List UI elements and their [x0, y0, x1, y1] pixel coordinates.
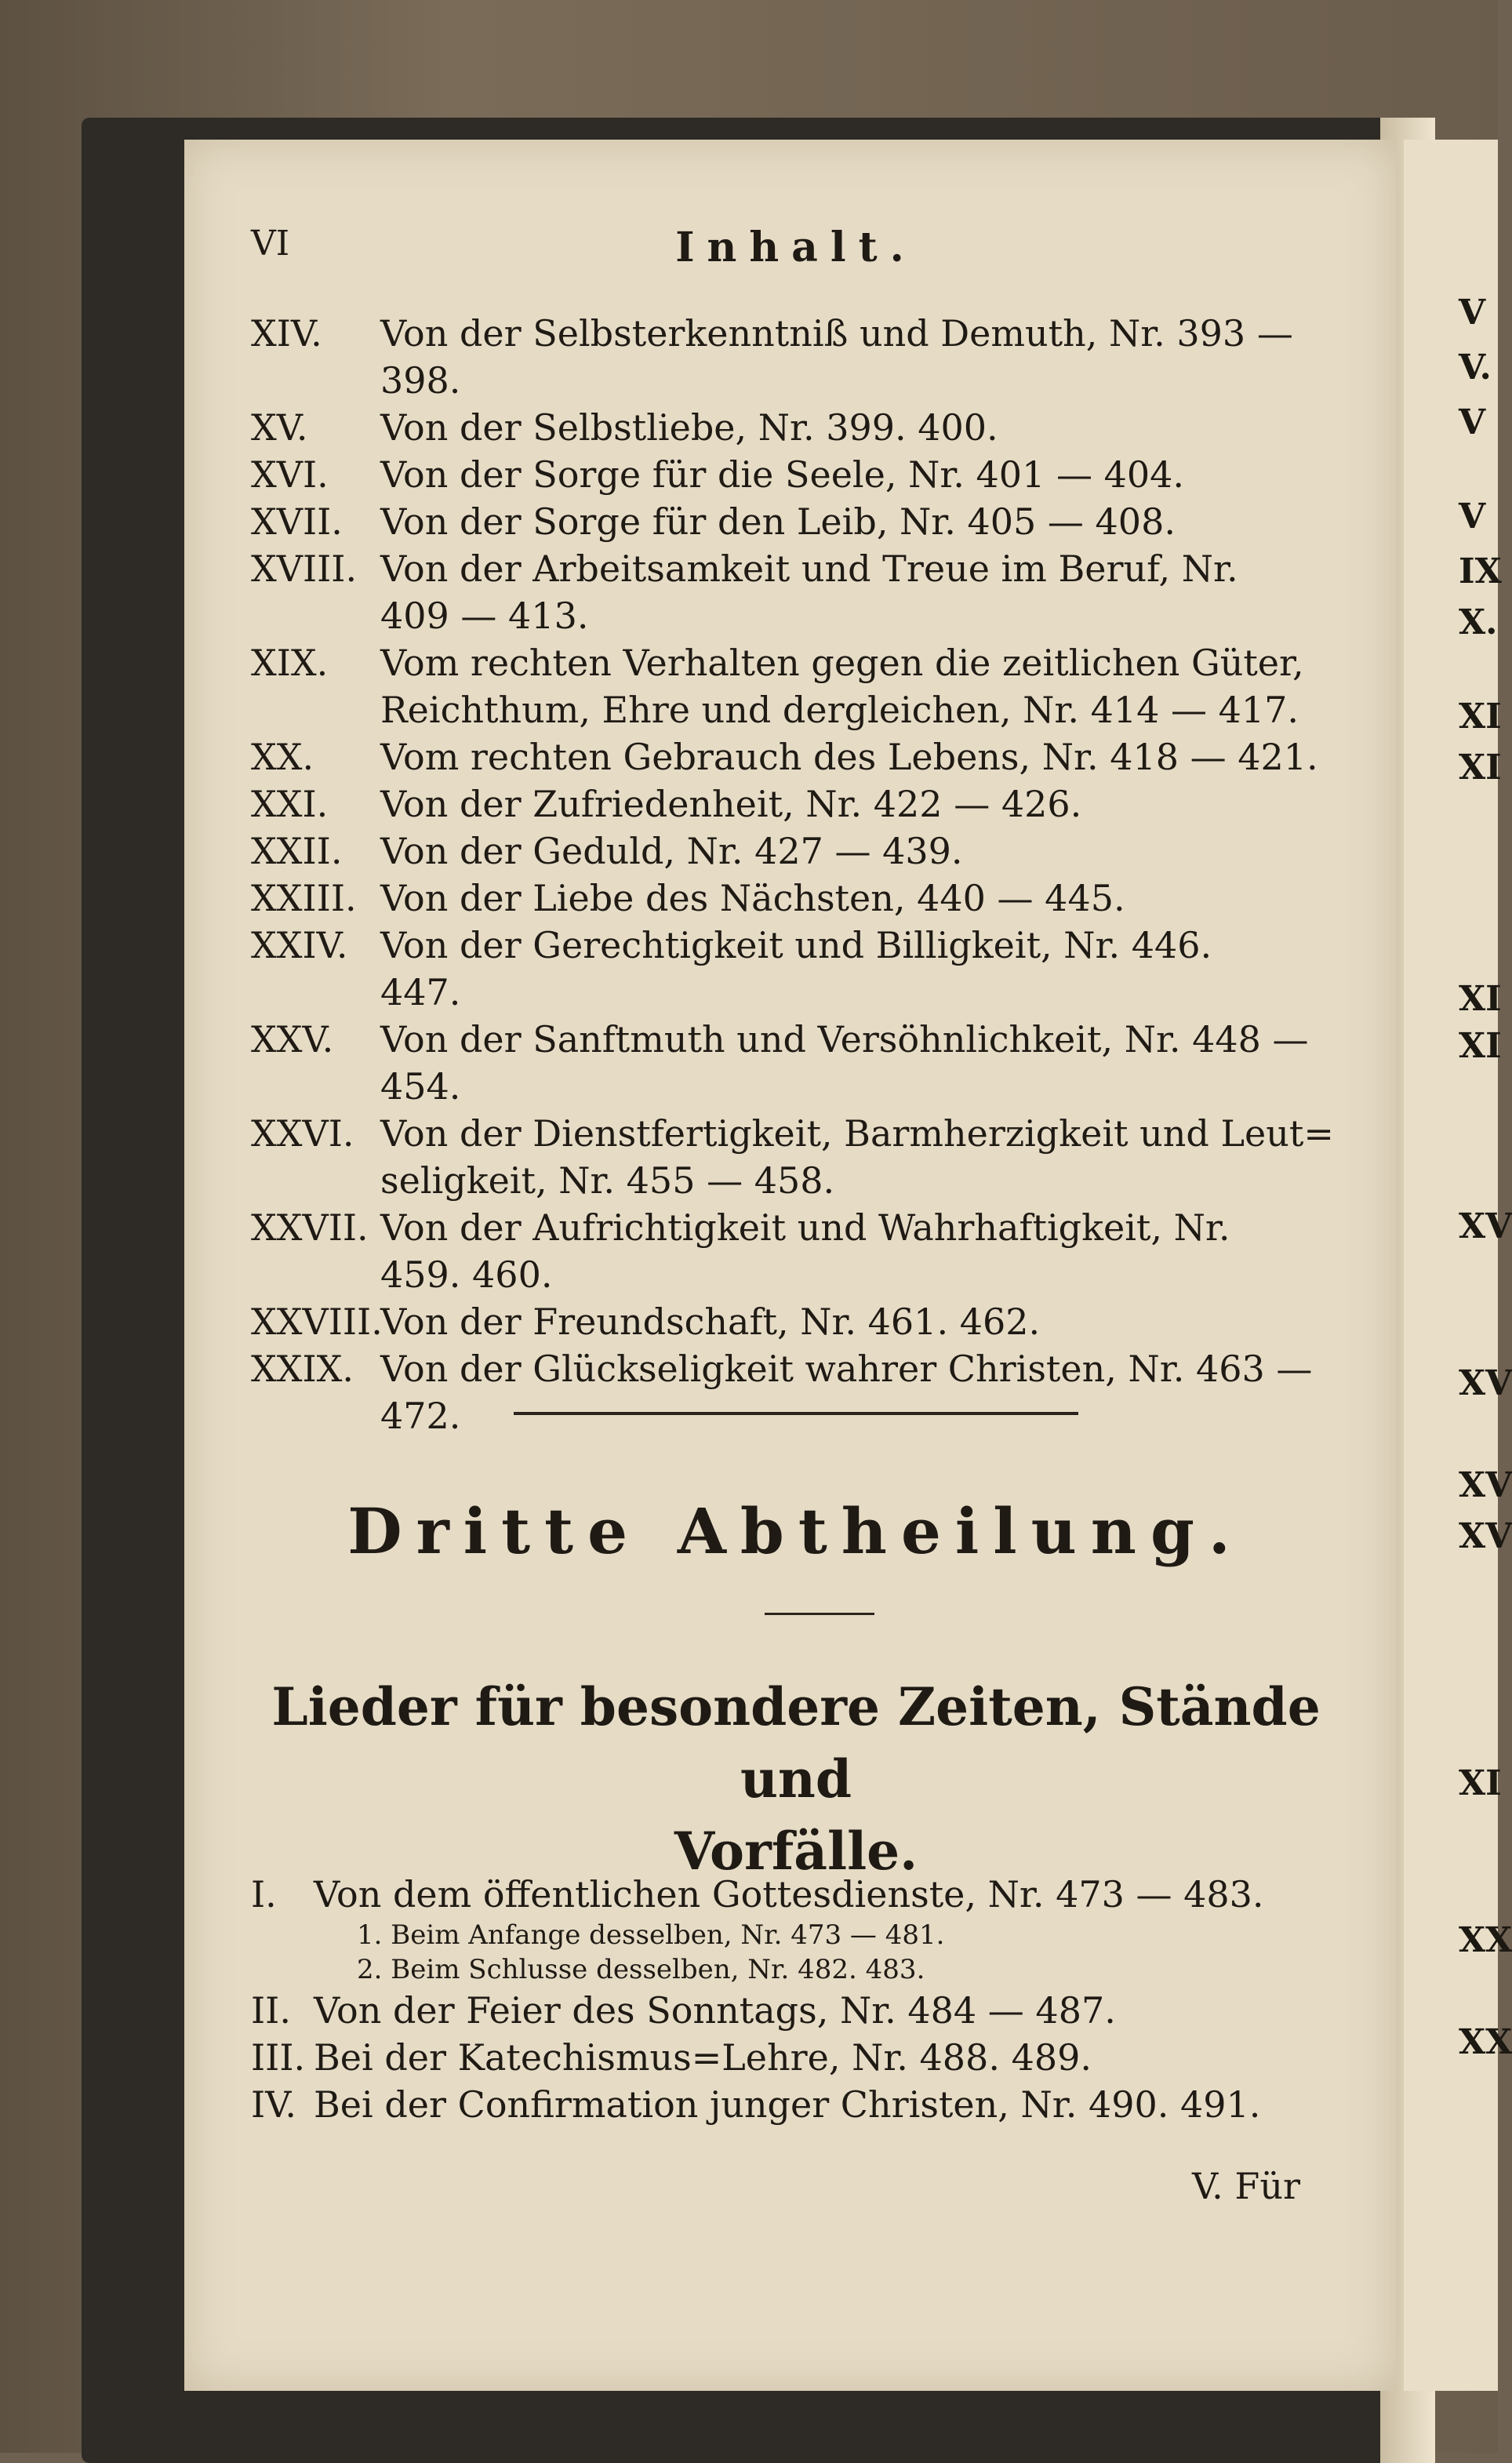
catchword: V. Für	[1192, 2165, 1300, 2207]
facing-fragment: V.	[1459, 347, 1492, 387]
toc-entry	[251, 1345, 1349, 1392]
section-subtitle	[251, 1671, 1341, 1887]
facing-fragment: XV	[1459, 1465, 1512, 1505]
toc-entry-number: XVII.	[251, 500, 343, 543]
toc-entry-text: Bei der Katechismus=Lehre, Nr. 488. 489.	[314, 2036, 1092, 2079]
toc-entry-number: XXVII.	[251, 1206, 369, 1249]
toc-entry-number: XXI.	[251, 783, 329, 825]
toc-entry-text: 398.	[380, 359, 461, 402]
toc-entry-text: Von der Geduld, Nr. 427 — 439.	[380, 830, 963, 872]
facing-fragment: V	[1459, 293, 1486, 333]
facing-fragment: XI	[1459, 979, 1502, 1019]
toc-entry	[251, 1987, 1349, 2034]
toc-entry-number: II.	[251, 1989, 291, 2032]
toc-entry-number: XXIII.	[251, 877, 357, 919]
toc-entry-text: Bei der Confirmation junger Christen, Nr. 490. 491.	[314, 2083, 1261, 2126]
toc-entry-number: XXIV.	[251, 924, 348, 966]
toc-entry-number: I.	[251, 1873, 277, 1915]
toc-entry-text: Von der Liebe des Nächsten, 440 — 445.	[380, 877, 1125, 919]
toc-entry	[251, 1871, 1349, 1918]
toc-subentry: 1. Beim Anfange desselben, Nr. 473 — 481.	[357, 1919, 945, 1951]
section-subtitle-line: Lieder für besondere Zeiten, Stände und	[271, 1676, 1321, 1810]
toc-entry-number: XXII.	[251, 830, 343, 872]
table-of-contents-part	[251, 310, 1349, 1439]
toc-entry-text: Von der Dienstfertigkeit, Barmherzigkeit und Leut=	[380, 1112, 1334, 1155]
toc-entry-number: XVIII.	[251, 548, 358, 590]
toc-entry-continuation	[251, 1157, 1349, 1204]
toc-entry-text: Von der Sorge für den Leib, Nr. 405 — 408.	[380, 500, 1176, 543]
toc-entry	[251, 1016, 1349, 1063]
facing-fragment: XV	[1459, 1516, 1512, 1556]
toc-entry-continuation	[251, 357, 1349, 404]
toc-entry	[251, 451, 1349, 498]
toc-entry-number: XXVIII.	[251, 1301, 383, 1343]
facing-fragment: XI	[1459, 697, 1502, 737]
toc-entry	[251, 1298, 1349, 1345]
facing-fragment: IX	[1459, 551, 1502, 591]
facing-fragment: XI	[1459, 748, 1502, 788]
toc-entry-number: III.	[251, 2036, 306, 2079]
toc-entry	[251, 2034, 1349, 2081]
running-title: Inhalt.	[675, 224, 917, 271]
toc-entry	[251, 780, 1349, 828]
toc-entry-text: 447.	[380, 971, 461, 1013]
toc-entry-text: Von der Glückseligkeit wahrer Christen, Nr. 463 —	[380, 1348, 1313, 1390]
toc-entry	[251, 922, 1349, 969]
section-title: Dritte Abtheilung.	[347, 1494, 1245, 1568]
facing-fragment: XV	[1459, 1206, 1512, 1246]
toc-entry	[251, 1204, 1349, 1251]
toc-entry-text: Von der Zufriedenheit, Nr. 422 — 426.	[380, 783, 1082, 825]
toc-entry-number: XVI.	[251, 453, 329, 496]
toc-entry-text: 454.	[380, 1065, 461, 1108]
toc-entry-text: Von der Sanftmuth und Versöhnlichkeit, Nr. 448 —	[380, 1018, 1309, 1061]
facing-fragment: XX	[1459, 2022, 1512, 2062]
toc-entry	[251, 498, 1349, 545]
toc-entry-number: XIX.	[251, 642, 329, 684]
toc-entry-text: 472.	[380, 1395, 461, 1437]
toc-entry-text: Vom rechten Verhalten gegen die zeitlichen Güter,	[380, 642, 1304, 684]
toc-entry-text: Von der Arbeitsamkeit und Treue im Beruf, Nr.	[380, 548, 1238, 590]
toc-entry-number: IV.	[251, 2083, 296, 2126]
toc-entry	[251, 545, 1349, 592]
toc-entry-text: Von der Freundschaft, Nr. 461. 462.	[380, 1301, 1041, 1343]
page-number: VI	[251, 224, 290, 264]
toc-entry-text: seligkeit, Nr. 455 — 458.	[380, 1159, 835, 1202]
facing-fragment: V	[1459, 402, 1486, 442]
toc-entry	[251, 404, 1349, 451]
toc-entry	[251, 310, 1349, 357]
toc-subentry: 2. Beim Schlusse desselben, Nr. 482. 483.	[357, 1954, 925, 1985]
toc-entry-text: Von der Aufrichtigkeit und Wahrhaftigkeit, Nr.	[380, 1206, 1230, 1249]
toc-entry-number: XV.	[251, 406, 308, 449]
facing-page-edge	[1404, 140, 1512, 2391]
toc-entry-continuation	[251, 592, 1349, 639]
section-divider	[514, 1412, 1078, 1415]
toc-entry-text: 459. 460.	[380, 1253, 553, 1296]
toc-entry-continuation	[251, 1392, 1349, 1439]
page-header	[251, 224, 1341, 278]
toc-entry-continuation	[251, 1063, 1349, 1110]
toc-entry-number: XXV.	[251, 1018, 334, 1061]
toc-entry-continuation	[251, 686, 1349, 733]
toc-entry	[251, 1110, 1349, 1157]
toc-entry	[251, 875, 1349, 922]
toc-entry	[251, 2081, 1349, 2128]
toc-entry-text: Von der Selbstliebe, Nr. 399. 400.	[380, 406, 998, 449]
toc-entry	[251, 733, 1349, 780]
facing-fragment: XV	[1459, 1363, 1512, 1403]
toc-entry-text: Vom rechten Gebrauch des Lebens, Nr. 418 — 421.	[380, 736, 1318, 778]
facing-fragment: XI	[1459, 1763, 1502, 1803]
toc-entry-number: XXIX.	[251, 1348, 354, 1390]
toc-entry-number: XX.	[251, 736, 314, 778]
toc-entry-text: Von dem öffentlichen Gottesdienste, Nr. 473 — 483.	[314, 1873, 1264, 1915]
facing-fragment: V	[1459, 497, 1486, 537]
toc-entry-continuation	[251, 1251, 1349, 1298]
facing-fragment: XX	[1459, 1920, 1512, 1960]
toc-entry-text: Von der Selbsterkenntniß und Demuth, Nr. 393 —	[380, 312, 1293, 355]
title-underline	[765, 1613, 874, 1615]
toc-entry-text: Von der Gerechtigkeit und Billigkeit, Nr. 446.	[380, 924, 1212, 966]
facing-fragment: X.	[1459, 602, 1498, 642]
toc-entry-text: Reichthum, Ehre und dergleichen, Nr. 414 — 417.	[380, 689, 1299, 731]
toc-entry	[251, 828, 1349, 875]
table-of-contents-part-3	[251, 1871, 1349, 2128]
toc-entry-text: Von der Feier des Sonntags, Nr. 484 — 487.	[314, 1989, 1116, 2032]
facing-fragment: XI	[1459, 1026, 1502, 1066]
toc-entry-text: 409 — 413.	[380, 595, 589, 637]
toc-entry-number: XXVI.	[251, 1112, 354, 1155]
toc-entry	[251, 639, 1349, 686]
toc-entry-continuation	[251, 969, 1349, 1016]
toc-entry-number: XIV.	[251, 312, 322, 355]
section-subtitle-line: Vorfälle.	[674, 1821, 918, 1882]
toc-entry-text: Von der Sorge für die Seele, Nr. 401 — 404.	[380, 453, 1185, 496]
